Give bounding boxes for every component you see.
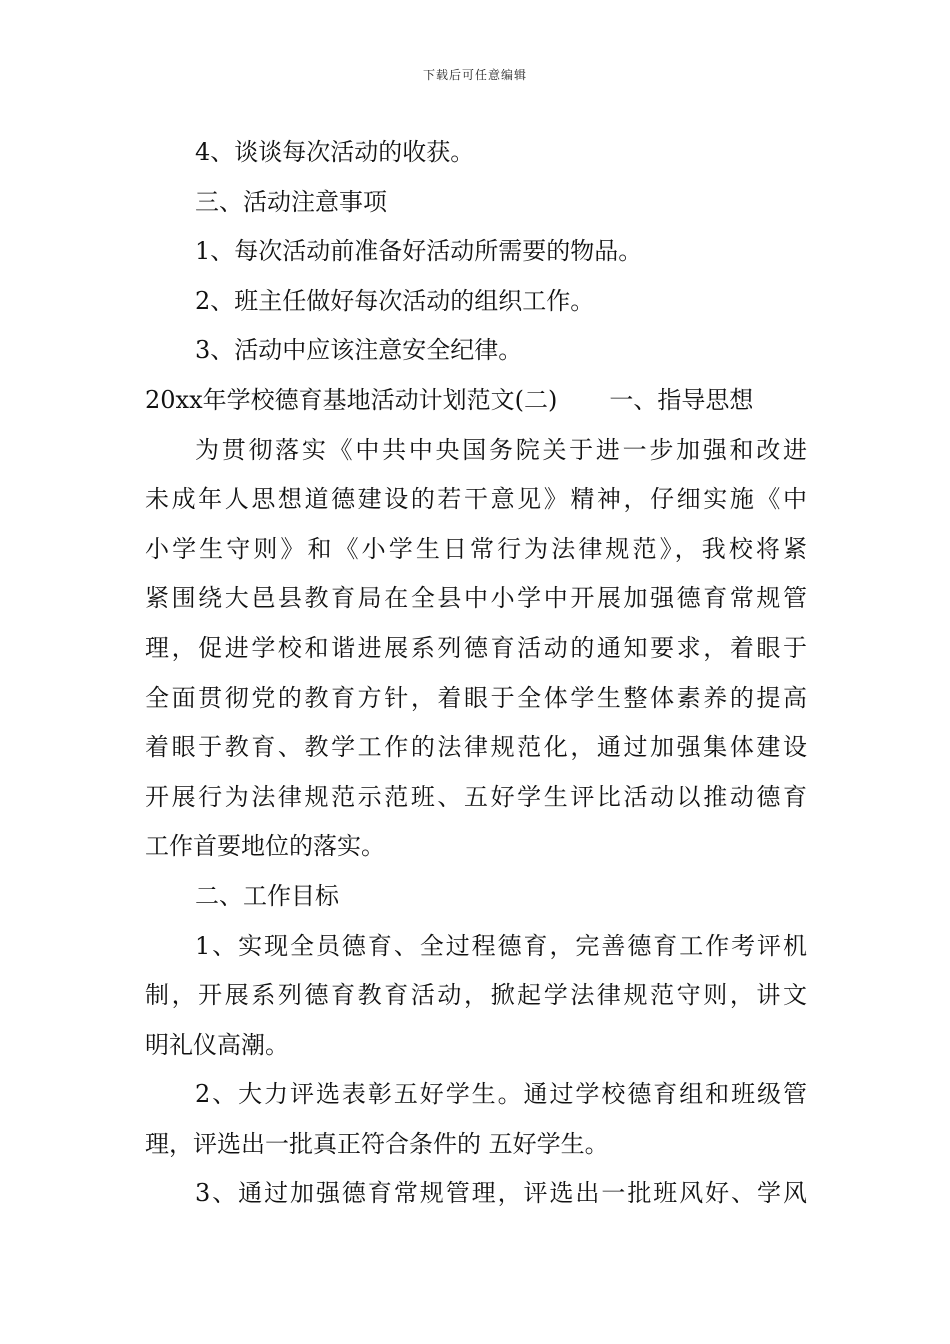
section-title: 一、指导思想 bbox=[609, 385, 754, 414]
text-line: 理，促进学校和谐进展系列德育活动的通知要求，着眼于 bbox=[145, 633, 807, 662]
text-line: 4、谈谈每次活动的收获。 bbox=[195, 138, 475, 166]
text-line: 二、工作目标 bbox=[195, 881, 339, 910]
plan-heading bbox=[145, 376, 807, 426]
text-line: 3、通过加强德育常规管理，评选出一批班风好、学风 bbox=[195, 1179, 807, 1208]
text-line: 制，开展系列德育教育活动，掀起学法律规范守则，讲文 bbox=[145, 981, 807, 1010]
text-line: 小学生守则》和《小学生日常行为法律规范》，我校将紧 bbox=[145, 534, 807, 563]
document-body bbox=[145, 128, 807, 1219]
text-line: 全面贯彻党的教育方针，着眼于全体学生整体素养的提高 bbox=[145, 683, 807, 712]
top-lines bbox=[145, 128, 807, 376]
text-line: 未成年人思想道德建设的若干意见》精神，仔细实施《中 bbox=[145, 485, 807, 514]
body-lines bbox=[145, 426, 807, 1220]
text-line: 2、大力评选表彰五好学生。通过学校德育组和班级管 bbox=[195, 1080, 807, 1109]
page-header-note: 下载后可任意编辑 bbox=[422, 68, 527, 82]
text-line: 开展行为法律规范示范班、五好学生评比活动以推动德育 bbox=[145, 782, 807, 811]
text-line: 2、班主任做好每次活动的组织工作。 bbox=[195, 286, 595, 315]
plan-title: 20xx年学校德育基地活动计划范文(二) bbox=[145, 385, 558, 414]
text-line: 1、实现全员德育、全过程德育，完善德育工作考评机 bbox=[195, 931, 807, 960]
text-line: 紧围绕大邑县教育局在全县中小学中开展加强德育常规管 bbox=[145, 584, 807, 613]
text-line: 三、活动注意事项 bbox=[195, 187, 387, 216]
text-line: 工作首要地位的落实。 bbox=[145, 832, 385, 861]
text-line: 3、活动中应该注意安全纪律。 bbox=[195, 336, 523, 365]
text-line: 明礼仪高潮。 bbox=[145, 1030, 289, 1059]
text-line: 1、每次活动前准备好活动所需要的物品。 bbox=[195, 237, 643, 266]
text-line: 理，评选出一批真正符合条件的 五好学生。 bbox=[145, 1129, 609, 1158]
text-line: 着眼于教育、教学工作的法律规范化，通过加强集体建设 bbox=[145, 733, 807, 762]
text-line: 为贯彻落实《中共中央国务院关于进一步加强和改进 bbox=[195, 435, 807, 464]
